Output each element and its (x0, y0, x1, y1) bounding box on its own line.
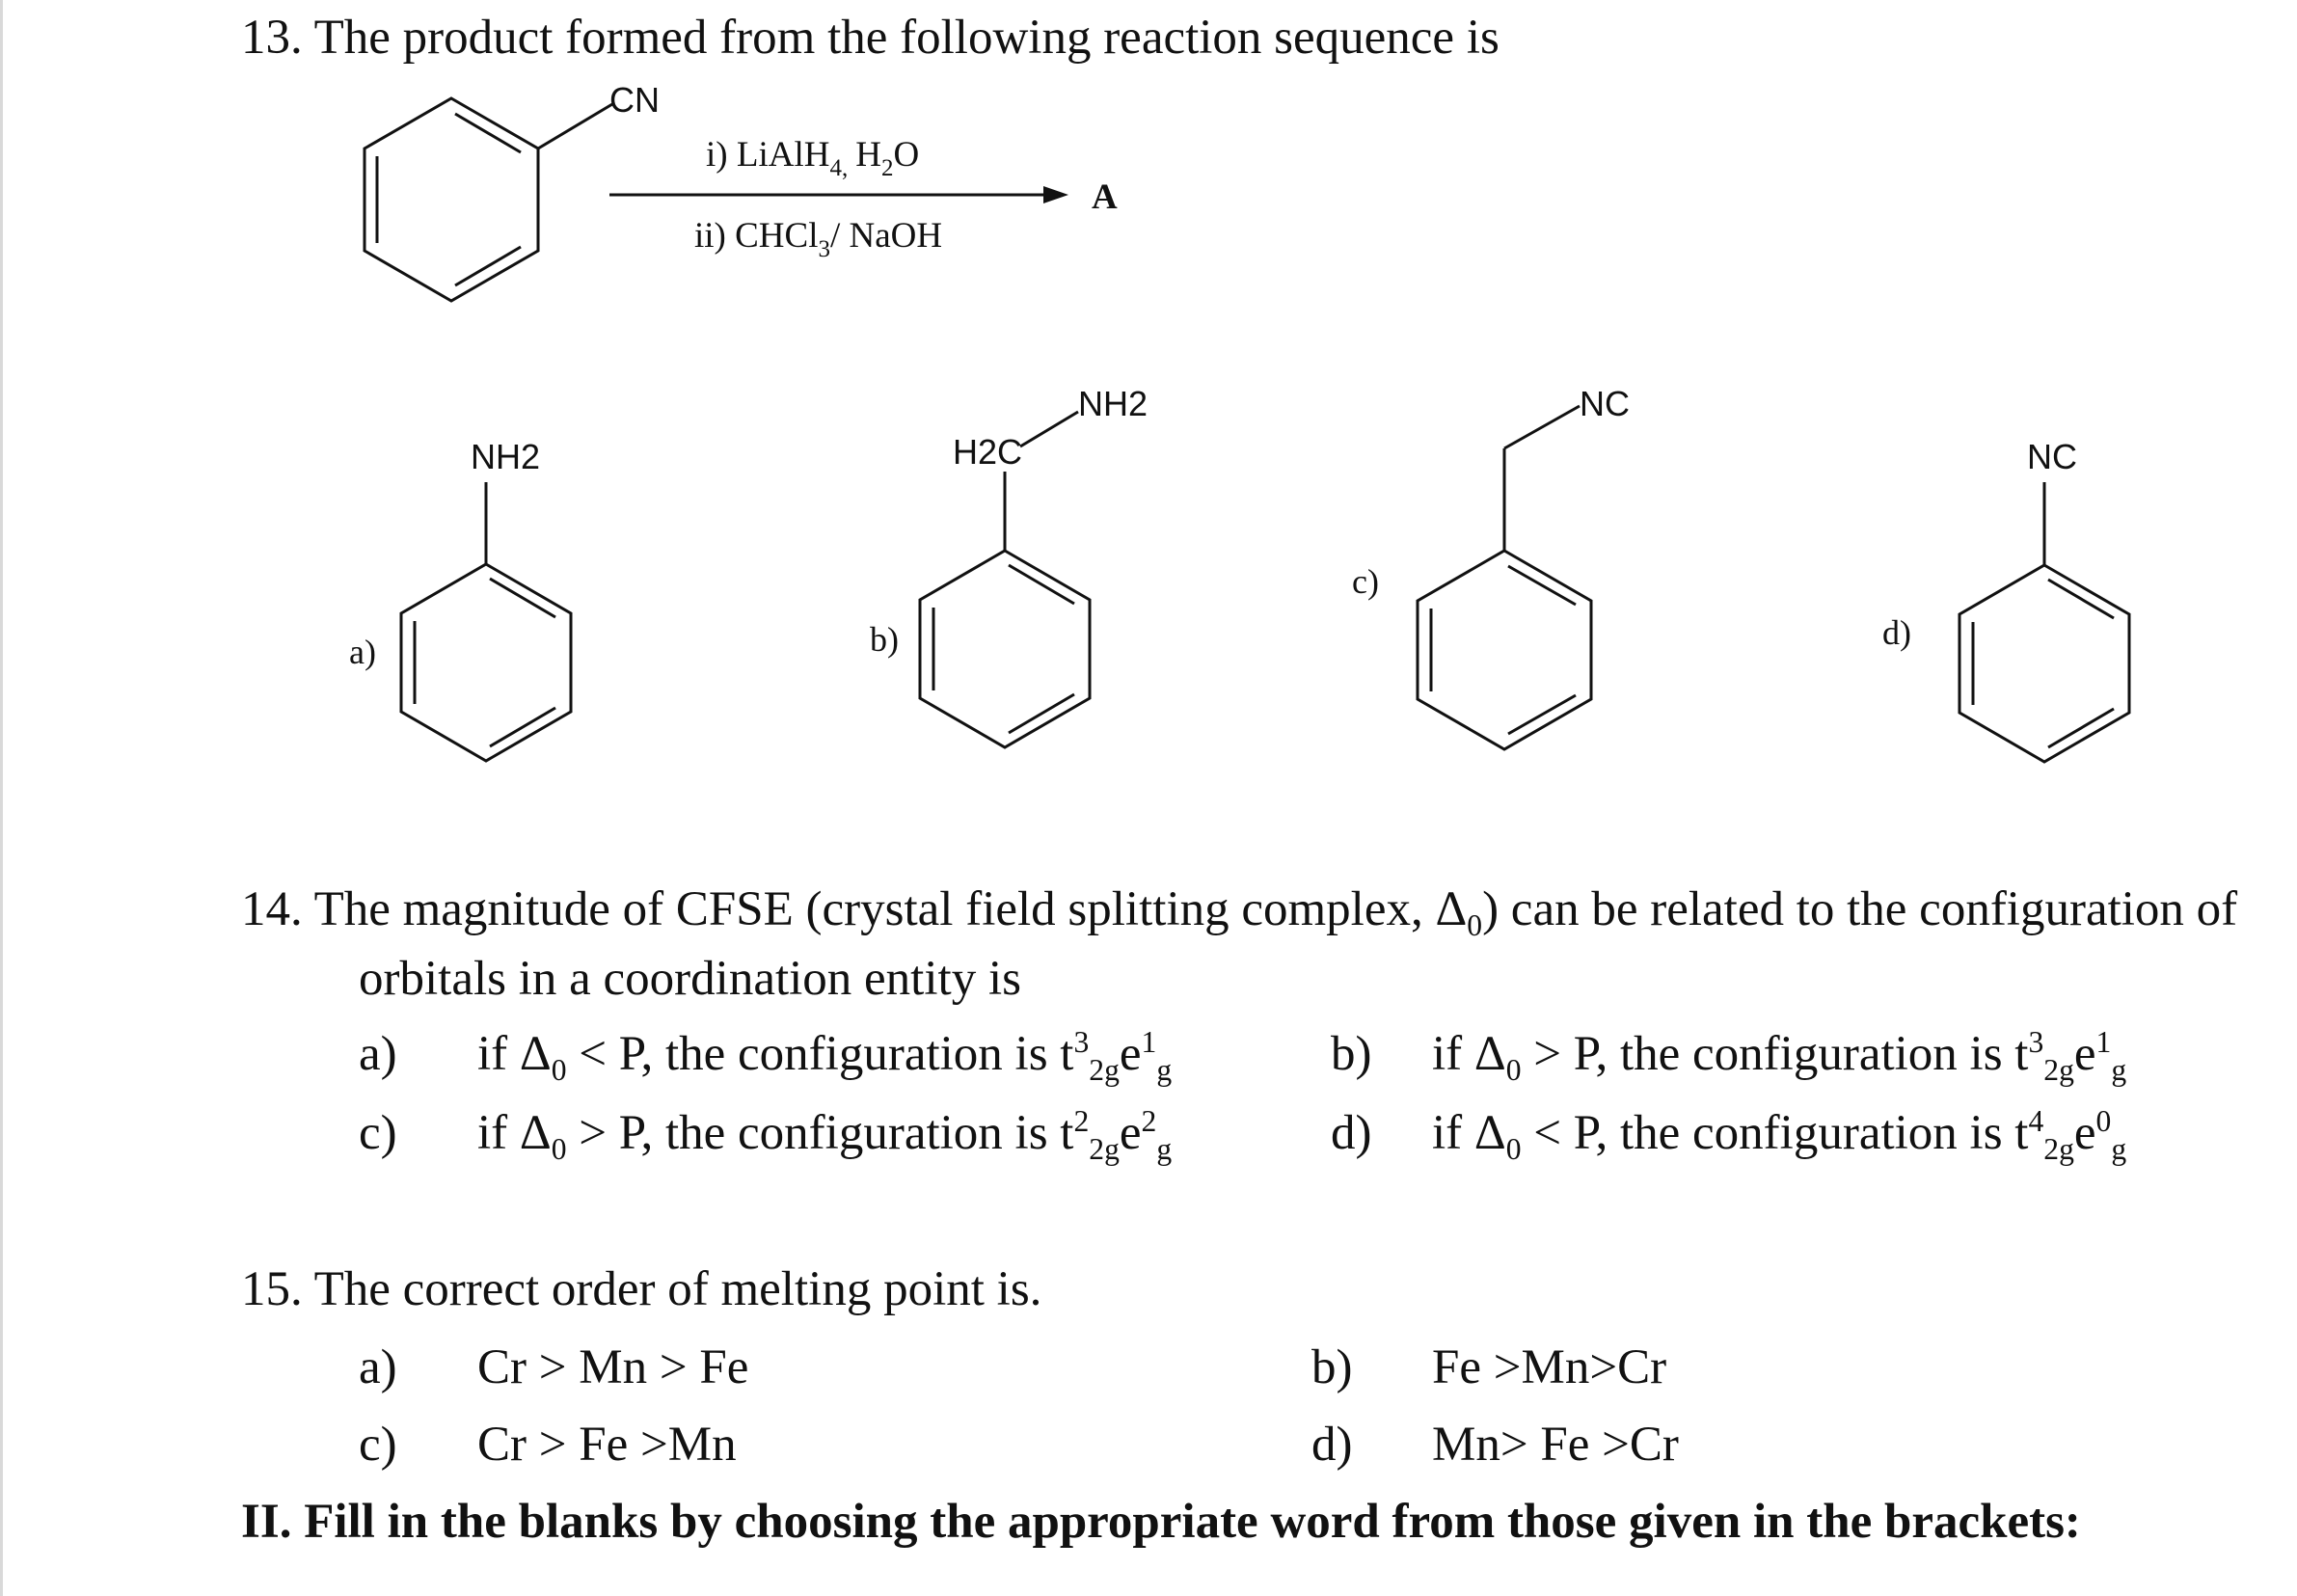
option-b-group-1: H2C (953, 432, 1023, 472)
q14-stem-line-2: orbitals in a coordination entity is (359, 952, 1021, 1006)
q14-option-c-text[interactable]: if $\Delta_0 > P$, the configuration is $t^2_{2g}e^2_g$ (477, 1104, 1173, 1167)
q15-stem: 15. The correct order of melting point is. (241, 1262, 1042, 1316)
option-a-group: NH2 (471, 437, 541, 476)
product-label: A (1092, 177, 1118, 217)
q13-option-c-structure (1398, 371, 1668, 762)
q13-option-c-label[interactable]: c) (1352, 562, 1379, 601)
reactant-group: CN (609, 80, 660, 120)
reagent-step-1: i) LiAlH$_{4,}$ $H_2O$ (706, 135, 920, 181)
q14-option-b-label[interactable]: b) (1331, 1027, 1372, 1081)
q14-option-d-text[interactable]: if $\Delta_0 < P$, the configuration is $t^4_{2g}e^0_g$ (1432, 1104, 2127, 1167)
q13-reaction-scheme (357, 77, 1128, 313)
q13-option-b-structure (906, 371, 1157, 762)
q14-option-a-text[interactable]: if $\Delta_0 < P$, the configuration is $t^3_{2g}e^1_g$ (477, 1025, 1173, 1088)
q15-option-a-text[interactable]: Cr > Mn > Fe (477, 1340, 749, 1394)
option-c-group: NC (1580, 384, 1630, 423)
q14-stem-line-1: 14. The magnitude of CFSE (crystal field splitting complex, $\Delta_0$) can be related to the configuration of (241, 882, 2238, 943)
q13-option-a-structure (386, 424, 598, 776)
benzonitrile-structure (365, 98, 612, 301)
q13-option-d-structure (1929, 424, 2160, 776)
page-edge (0, 0, 3, 1596)
section-2-heading: II. Fill in the blanks by choosing the appropriate word from those given in the brackets: (241, 1495, 2081, 1549)
reagent-step-2: ii) CHCl$_3$/ NaOH (694, 216, 943, 262)
reaction-arrow (609, 186, 1068, 203)
q14-option-a-label[interactable]: a) (359, 1027, 397, 1081)
q15-option-d-label[interactable]: d) (1311, 1418, 1353, 1472)
q15-option-b-text[interactable]: Fe >Mn>Cr (1432, 1340, 1667, 1394)
q13-option-b-label[interactable]: b) (870, 620, 899, 659)
q14-option-b-text[interactable]: if $\Delta_0 > P$, the configuration is $t^3_{2g}e^1_g$ (1432, 1025, 2127, 1088)
q15-option-a-label[interactable]: a) (359, 1340, 397, 1394)
q15-option-c-text[interactable]: Cr > Fe >Mn (477, 1418, 737, 1472)
q14-option-d-label[interactable]: d) (1331, 1106, 1372, 1160)
option-d-group: NC (2027, 437, 2077, 476)
q13-option-a-label[interactable]: a) (349, 633, 376, 671)
q13-option-d-label[interactable]: d) (1882, 613, 1911, 652)
q14-option-c-label[interactable]: c) (359, 1106, 397, 1160)
q15-option-d-text[interactable]: Mn> Fe >Cr (1432, 1418, 1679, 1472)
option-b-group-2: NH2 (1078, 384, 1148, 423)
q15-option-c-label[interactable]: c) (359, 1418, 397, 1472)
q15-option-b-label[interactable]: b) (1311, 1340, 1353, 1394)
q13-stem: 13. The product formed from the following reaction sequence is (241, 11, 1500, 65)
